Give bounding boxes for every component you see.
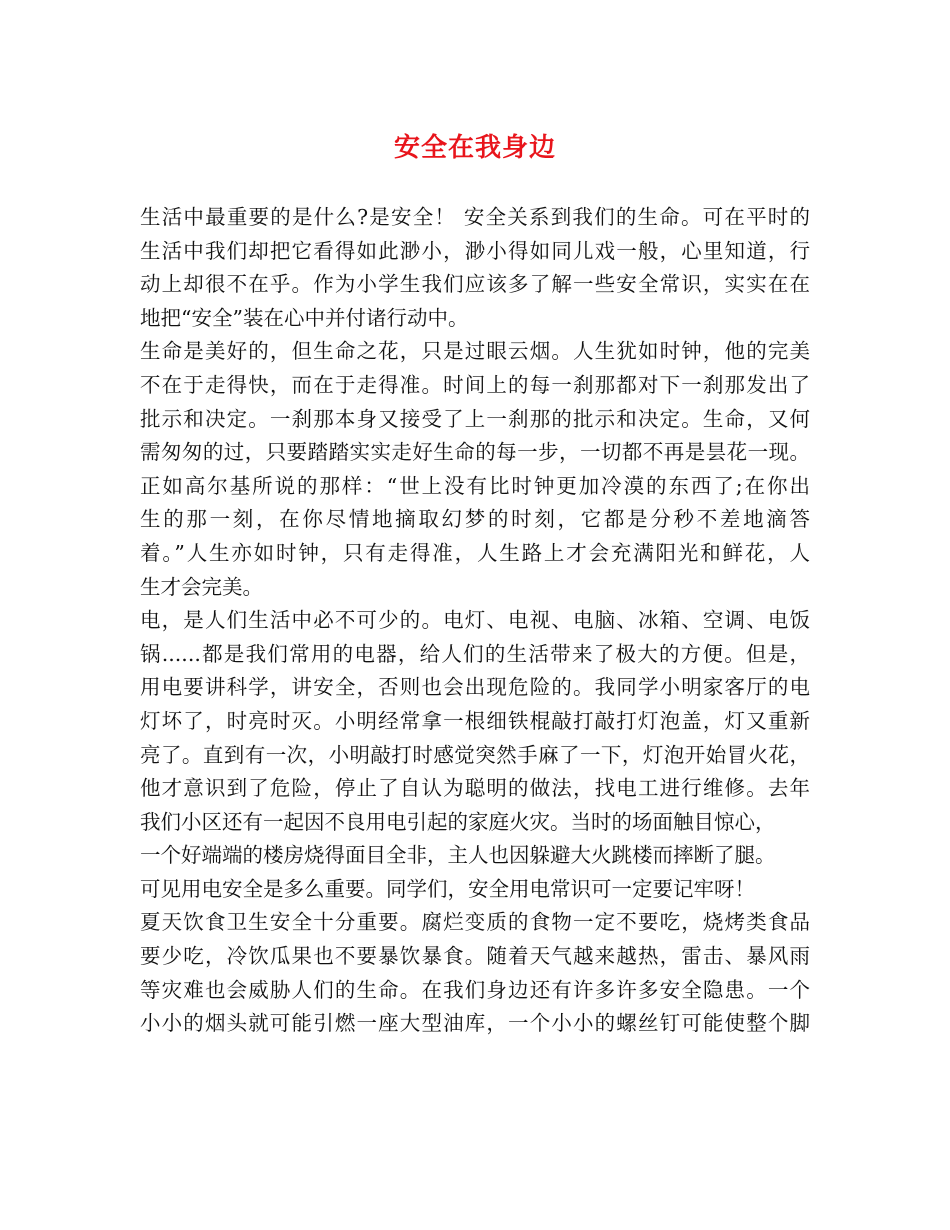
body-text-line: 电，是人们生活中必不可少的。电灯、电视、电脑、冰箱、空调、电饭 xyxy=(140,608,810,633)
body-text-line: 生活中最重要的是什么?是安全！ 安全关系到我们的生命。可在平时的 xyxy=(140,205,810,229)
body-text-line: 生的那一刻，在你尽情地摘取幻梦的时刻，它都是分秒不差地滴答 xyxy=(140,507,810,532)
body-text-line: 着。”人生亦如时钟，只有走得准，人生路上才会充满阳光和鲜花，人 xyxy=(140,540,810,565)
body-text-line: 批示和决定。一刹那本身又接受了上一刹那的批示和决定。生命，又何 xyxy=(140,406,810,431)
body-text-line: 地把“安全”装在心中并付诸行动中。 xyxy=(140,305,469,330)
body-text-line: 等灾难也会威胁人们的生命。在我们身边还有许多许多安全隐患。一个 xyxy=(140,977,810,1002)
body-text-line: 动上却很不在乎。作为小学生我们应该多了解一些安全常识，实实在在 xyxy=(140,272,810,297)
body-text-line: 正如高尔基所说的那样：“世上没有比时钟更加冷漠的东西了;在你出 xyxy=(140,473,810,498)
body-text-line: 我们小区还有一起因不良用电引起的家庭火灾。当时的场面触目惊心， xyxy=(140,809,776,834)
body-text-line: 一个好端端的楼房烧得面目全非，主人也因躲避大火跳楼而摔断了腿。 xyxy=(140,843,776,868)
body-text-line: 锅......都是我们常用的电器，给人们的生活带来了极大的方便。但是， xyxy=(140,641,810,666)
document-title: 安全在我身边 xyxy=(393,133,556,163)
body-text-line: 生活中我们却把它看得如此渺小，渺小得如同儿戏一般，心里知道，行 xyxy=(140,238,810,263)
body-text-line: 生才会完美。 xyxy=(140,574,263,599)
body-text-line: 生命是美好的，但生命之花，只是过眼云烟。人生犹如时钟，他的完美 xyxy=(140,339,810,364)
body-text-line: 要少吃，冷饮瓜果也不要暴饮暴食。随着天气越来越热，雷击、暴风雨 xyxy=(140,944,810,969)
body-text-line: 用电要讲科学，讲安全，否则也会出现危险的。我同学小明家客厅的电 xyxy=(140,675,810,700)
body-text-line: 不在于走得快，而在于走得准。时间上的每一刹那都对下一刹那发出了 xyxy=(140,372,810,397)
body-text-line: 他才意识到了危险，停止了自认为聪明的做法，找电工进行维修。去年 xyxy=(140,776,810,801)
body-text-line: 小小的烟头就可能引燃一座大型油库，一个小小的螺丝钉可能使整个脚 xyxy=(140,1011,810,1036)
body-text-line: 亮了。直到有一次，小明敲打时感觉突然手麻了一下，灯泡开始冒火花， xyxy=(140,742,810,767)
body-text-line: 可见用电安全是多么重要。同学们，安全用电常识可一定要记牢呀！ xyxy=(140,876,755,901)
body-text-line: 夏天饮食卫生安全十分重要。腐烂变质的食物一定不要吃，烧烤类食品 xyxy=(140,910,810,935)
body-text-line: 需匆匆的过，只要踏踏实实走好生命的每一步，一切都不再是昙花一现。 xyxy=(140,440,810,465)
document-body xyxy=(140,201,810,1041)
body-text-line: 灯坏了，时亮时灭。小明经常拿一根细铁棍敲打敲打灯泡盖，灯又重新 xyxy=(140,708,810,733)
